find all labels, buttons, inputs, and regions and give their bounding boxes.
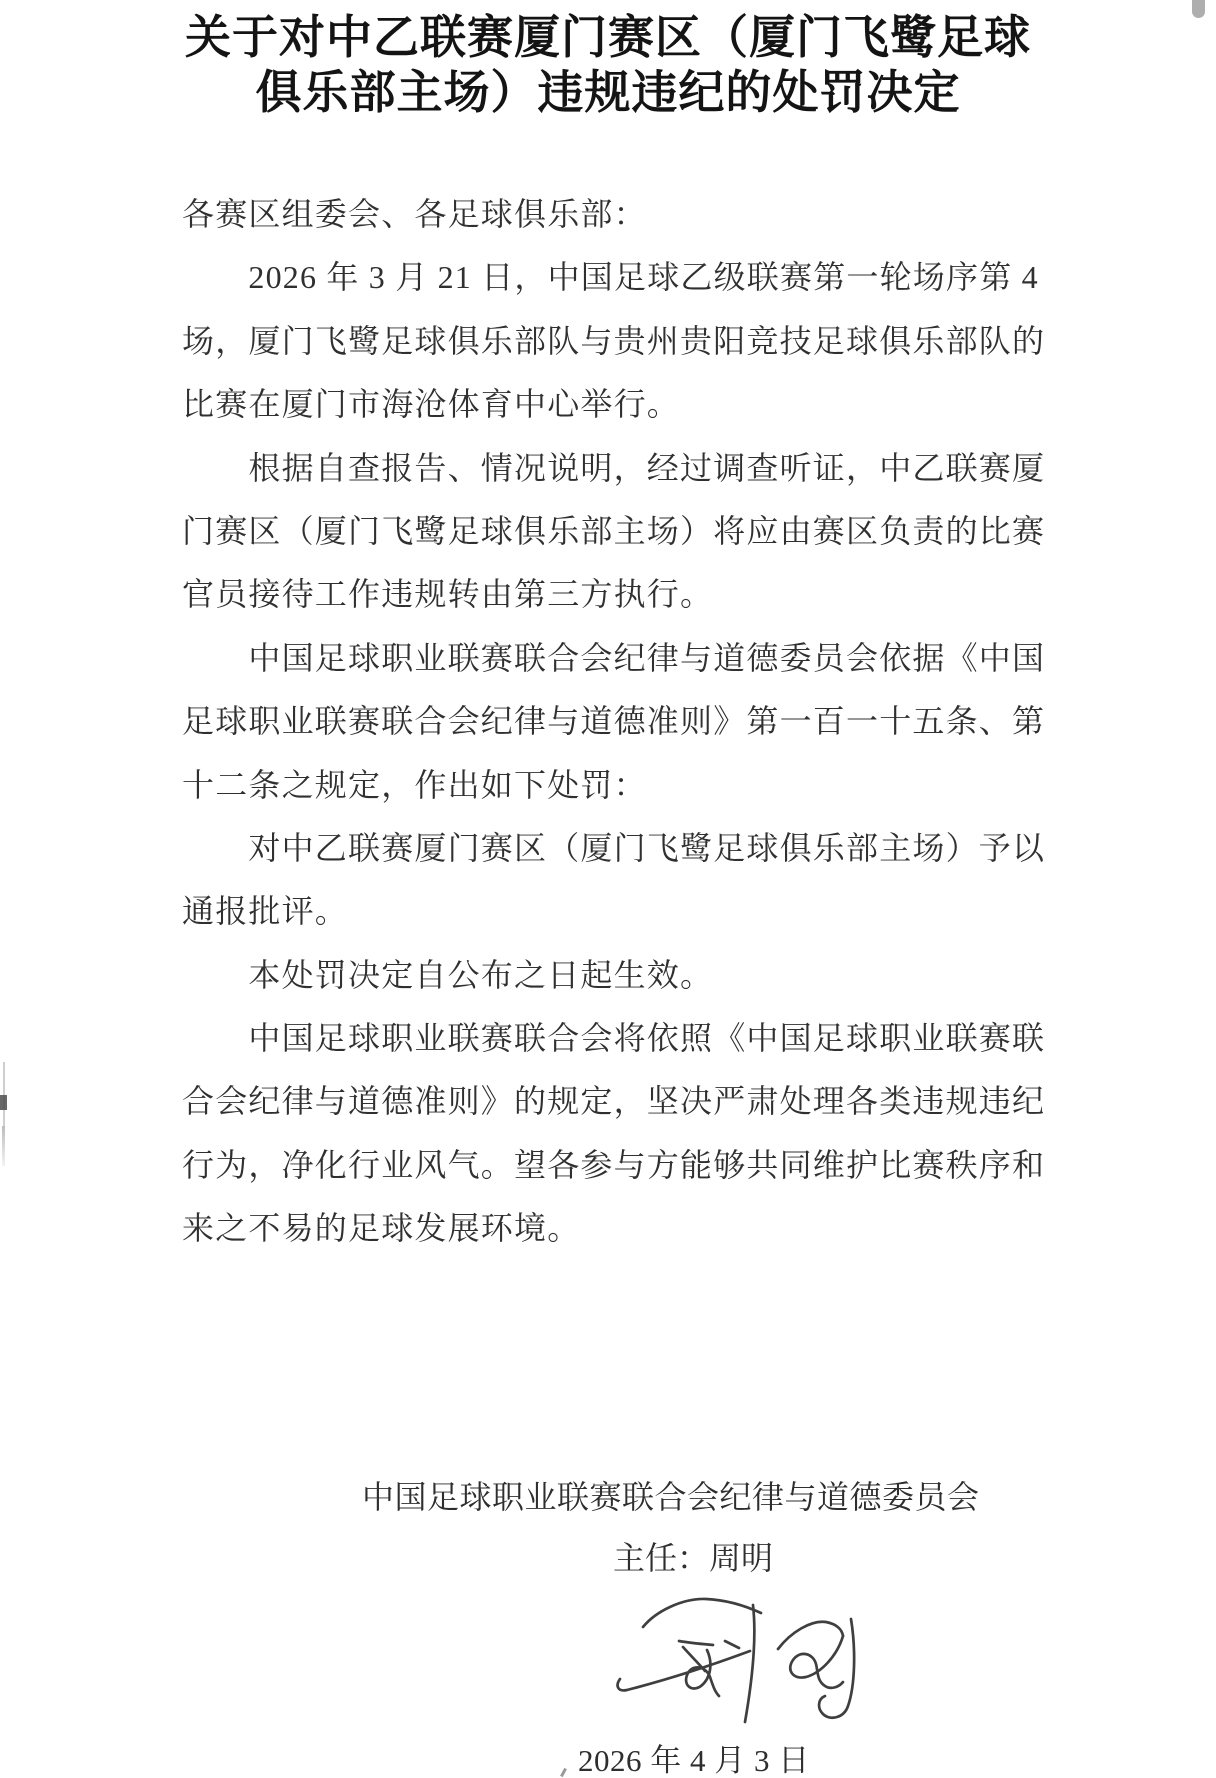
body-line: 来之不易的足球发展环境。 — [182, 1210, 581, 1247]
signoff-date: 2026 年 4 月 3 日 — [578, 1743, 810, 1778]
body-line: 门赛区（厦门飞鹭足球俱乐部主场）将应由赛区负责的比赛 — [182, 512, 1046, 549]
body-line: 官员接待工作违规转由第三方执行。 — [182, 576, 714, 613]
body-line: 场，厦门飞鹭足球俱乐部队与贵州贵阳竞技足球俱乐部队的 — [182, 322, 1046, 359]
signoff-committee: 中国足球职业联赛联合会纪律与道德委员会 — [362, 1479, 980, 1515]
handwritten-signature — [580, 1570, 900, 1750]
body-line: 足球职业联赛联合会纪律与道德准则》第一百一十五条、第 — [182, 703, 1046, 740]
body-line: 中国足球职业联赛联合会纪律与道德委员会依据《中国 — [182, 639, 1046, 676]
body-line: 各赛区组委会、各足球俱乐部： — [182, 196, 647, 232]
body-line: 本处罚决定自公布之日起生效。 — [182, 956, 714, 993]
signoff-signer-title: 主任：周明 — [613, 1540, 774, 1576]
body-line: 通报批评。 — [182, 893, 349, 930]
scan-artifact-speck — [0, 1095, 7, 1110]
document-body — [182, 183, 1082, 1261]
document-title-line-2: 俱乐部主场）违规违纪的处罚决定 — [255, 67, 961, 118]
body-line: 中国足球职业联赛联合会将依照《中国足球职业联赛联 — [182, 1020, 1046, 1057]
body-line: 比赛在厦门市海沧体育中心举行。 — [182, 386, 681, 423]
body-line: 对中乙联赛厦门赛区（厦门飞鹭足球俱乐部主场）予以 — [182, 829, 1046, 866]
document-title — [0, 10, 1216, 120]
scan-artifact-edge-fade — [2, 1126, 5, 1166]
document-title-line-1: 关于对中乙联赛厦门赛区（厦门飞鹭足球 — [185, 12, 1031, 63]
scrollbar-thumb[interactable] — [1192, 0, 1205, 18]
signature-strokes-icon — [580, 1570, 900, 1750]
body-line: 十二条之规定，作出如下处罚： — [182, 766, 647, 803]
body-line: 合会纪律与道德准则》的规定，坚决严肃处理各类违规违纪 — [182, 1083, 1046, 1120]
body-line: 根据自查报告、情况说明，经过调查听证，中乙联赛厦 — [182, 449, 1046, 486]
scan-artifact-dot — [560, 1768, 567, 1777]
body-line: 2026 年 3 月 21 日，中国足球乙级联赛第一轮场序第 4 — [182, 259, 1039, 296]
body-line: 行为，净化行业风气。望各参与方能够共同维护比赛秩序和 — [182, 1146, 1046, 1183]
